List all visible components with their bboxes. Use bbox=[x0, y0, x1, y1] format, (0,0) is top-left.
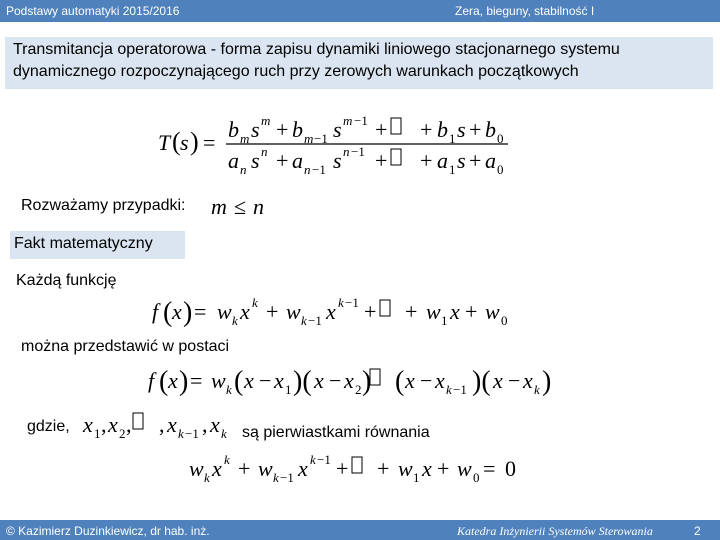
svg-text:n: n bbox=[304, 162, 311, 177]
svg-text:a: a bbox=[437, 148, 448, 173]
svg-text:)(: )( bbox=[293, 366, 312, 397]
svg-text:−: − bbox=[508, 368, 521, 393]
course-title: Podstawy automatyki 2015/2016 bbox=[6, 4, 180, 18]
svg-text:x: x bbox=[168, 368, 178, 393]
svg-text:x: x bbox=[212, 456, 222, 481]
svg-text:w: w bbox=[211, 368, 226, 393]
svg-text:w: w bbox=[398, 456, 413, 481]
svg-text:s: s bbox=[333, 117, 342, 142]
svg-text:a: a bbox=[228, 148, 239, 173]
svg-text:−: − bbox=[259, 368, 272, 393]
svg-text:+: + bbox=[336, 456, 349, 481]
svg-text:,: , bbox=[159, 412, 165, 437]
svg-text:x: x bbox=[210, 412, 220, 437]
svg-text:1: 1 bbox=[449, 162, 456, 177]
svg-text:w: w bbox=[457, 456, 472, 481]
svg-text:+: + bbox=[238, 456, 251, 481]
svg-text:1: 1 bbox=[285, 382, 292, 397]
svg-text:s: s bbox=[251, 117, 260, 142]
svg-text:=: = bbox=[194, 299, 207, 324]
svg-text:x: x bbox=[298, 456, 308, 481]
svg-text:x: x bbox=[344, 368, 354, 393]
svg-text:2: 2 bbox=[355, 382, 362, 397]
svg-text:+: + bbox=[375, 117, 388, 142]
every-function-text: Każdą funkcję bbox=[16, 272, 117, 289]
svg-text:n: n bbox=[261, 144, 268, 159]
svg-text:(: ( bbox=[163, 297, 173, 328]
svg-text:(: ( bbox=[395, 366, 405, 397]
svg-text:(: ( bbox=[159, 366, 169, 397]
roots-text: są pierwiastkami równania bbox=[242, 424, 430, 441]
svg-text:k: k bbox=[534, 382, 540, 397]
svg-text:w: w bbox=[286, 299, 301, 324]
svg-text:=: = bbox=[483, 456, 496, 481]
svg-text:2: 2 bbox=[119, 426, 126, 441]
svg-text:+: + bbox=[437, 456, 450, 481]
svg-text:+: + bbox=[420, 148, 433, 173]
svg-text:+: + bbox=[420, 117, 433, 142]
svg-text:+: + bbox=[375, 148, 388, 173]
svg-text:−1: −1 bbox=[317, 452, 331, 467]
svg-text:x: x bbox=[493, 368, 503, 393]
svg-text:,: , bbox=[101, 412, 107, 437]
svg-text:n: n bbox=[343, 144, 350, 159]
svg-text:0: 0 bbox=[505, 456, 516, 481]
svg-text:x: x bbox=[83, 412, 93, 437]
svg-text:0: 0 bbox=[501, 313, 508, 328]
svg-text:−1: −1 bbox=[312, 162, 326, 177]
svg-text:x: x bbox=[244, 368, 254, 393]
svg-text:): ) bbox=[183, 297, 193, 328]
svg-text:,: , bbox=[126, 412, 132, 437]
svg-text:n: n bbox=[240, 162, 247, 177]
svg-text:(: ( bbox=[234, 366, 244, 397]
svg-text:0: 0 bbox=[473, 470, 480, 485]
svg-text:x: x bbox=[405, 368, 415, 393]
fact-label: Fakt matematyczny bbox=[14, 235, 153, 252]
svg-text:+: + bbox=[266, 299, 279, 324]
svg-text:m: m bbox=[211, 194, 227, 219]
svg-text:+: + bbox=[465, 299, 478, 324]
svg-text:s: s bbox=[251, 148, 260, 173]
svg-text:x: x bbox=[274, 368, 284, 393]
svg-text:w: w bbox=[217, 299, 232, 324]
svg-text:k: k bbox=[310, 452, 316, 467]
svg-text:T: T bbox=[158, 130, 171, 155]
svg-text:k: k bbox=[446, 382, 452, 397]
svg-text:+: + bbox=[364, 299, 377, 324]
svg-text:x: x bbox=[108, 412, 118, 437]
svg-text:k: k bbox=[224, 452, 230, 467]
svg-text:s: s bbox=[457, 148, 466, 173]
svg-text:): ) bbox=[362, 366, 372, 397]
svg-text:x: x bbox=[326, 299, 336, 324]
svg-text:w: w bbox=[189, 456, 204, 481]
svg-text:−1: −1 bbox=[345, 295, 359, 310]
svg-text:+: + bbox=[377, 456, 390, 481]
svg-text:≤: ≤ bbox=[234, 194, 247, 219]
svg-text:,: , bbox=[202, 412, 208, 437]
svg-text:x: x bbox=[172, 299, 182, 324]
slide-topic: Zera, bieguny, stabilność I bbox=[455, 4, 595, 18]
svg-text:f: f bbox=[152, 299, 159, 324]
svg-text:k: k bbox=[178, 426, 184, 441]
where-text: gdzie, bbox=[27, 418, 70, 435]
svg-text:): ) bbox=[179, 366, 189, 397]
svg-text:n: n bbox=[253, 194, 264, 219]
svg-text:1: 1 bbox=[441, 313, 448, 328]
svg-text:−1: −1 bbox=[354, 113, 368, 128]
svg-text:+: + bbox=[276, 117, 289, 142]
svg-text:0: 0 bbox=[497, 131, 504, 146]
svg-text:0: 0 bbox=[497, 162, 504, 177]
footer-bar bbox=[0, 520, 720, 540]
svg-text:b: b bbox=[437, 117, 448, 142]
svg-text:+: + bbox=[469, 148, 482, 173]
svg-text:b: b bbox=[228, 117, 239, 142]
svg-text:(: ( bbox=[172, 127, 181, 156]
svg-text:−: − bbox=[329, 368, 342, 393]
svg-text:w: w bbox=[426, 299, 441, 324]
svg-text:a: a bbox=[292, 148, 303, 173]
svg-text:m: m bbox=[304, 131, 314, 146]
svg-text:x: x bbox=[435, 368, 445, 393]
svg-text:w: w bbox=[485, 299, 500, 324]
svg-text:s: s bbox=[457, 117, 466, 142]
svg-text:a: a bbox=[485, 148, 496, 173]
svg-text:k: k bbox=[232, 313, 238, 328]
svg-text:=: = bbox=[203, 130, 216, 155]
svg-text:−1: −1 bbox=[453, 382, 467, 397]
svg-text:−1: −1 bbox=[351, 144, 365, 159]
svg-text:−1: −1 bbox=[280, 470, 294, 485]
title-line-1: Transmitancja operatorowa - forma zapisu dynamiki liniowego stacjonarnego systemu bbox=[13, 41, 620, 58]
svg-text:m: m bbox=[240, 131, 250, 146]
svg-text:x: x bbox=[314, 368, 324, 393]
svg-text:f: f bbox=[148, 368, 155, 393]
svg-text:s: s bbox=[180, 130, 189, 155]
svg-text:=: = bbox=[190, 368, 203, 393]
svg-text:k: k bbox=[221, 426, 227, 441]
svg-text:+: + bbox=[276, 148, 289, 173]
svg-text:b: b bbox=[485, 117, 496, 142]
svg-text:1: 1 bbox=[449, 131, 456, 146]
svg-text:k: k bbox=[273, 470, 279, 485]
footer-department: Katedra Inżynierii Systemów Sterowania bbox=[457, 524, 653, 538]
svg-text:1: 1 bbox=[94, 426, 101, 441]
svg-text:k: k bbox=[338, 295, 344, 310]
svg-text:k: k bbox=[226, 382, 232, 397]
svg-text:)(: )( bbox=[472, 366, 491, 397]
svg-text:+: + bbox=[405, 299, 418, 324]
svg-text:m: m bbox=[343, 113, 353, 128]
svg-text:−1: −1 bbox=[185, 426, 199, 441]
svg-text:): ) bbox=[190, 127, 199, 156]
svg-text:x: x bbox=[523, 368, 533, 393]
cases-label: Rozważamy przypadki: bbox=[21, 197, 186, 214]
svg-text:1: 1 bbox=[413, 470, 420, 485]
svg-text:s: s bbox=[333, 148, 342, 173]
svg-text:+: + bbox=[469, 117, 482, 142]
title-line-2: dynamicznego rozpoczynającego ruch przy zerowych warunkach początkowych bbox=[13, 63, 579, 80]
svg-text:−: − bbox=[420, 368, 433, 393]
svg-text:): ) bbox=[542, 366, 552, 397]
svg-text:x: x bbox=[422, 456, 432, 481]
svg-text:−1: −1 bbox=[308, 313, 322, 328]
svg-text:b: b bbox=[292, 117, 303, 142]
svg-text:−1: −1 bbox=[314, 131, 328, 146]
footer-author: © Kazimierz Duzinkiewicz, dr hab. inż. bbox=[6, 524, 210, 538]
svg-text:k: k bbox=[204, 470, 210, 485]
svg-text:k: k bbox=[301, 313, 307, 328]
svg-text:w: w bbox=[258, 456, 273, 481]
page-number: 2 bbox=[694, 524, 701, 538]
svg-text:m: m bbox=[261, 113, 271, 128]
svg-text:k: k bbox=[252, 295, 258, 310]
svg-text:x: x bbox=[167, 412, 177, 437]
svg-text:x: x bbox=[450, 299, 460, 324]
svg-text:x: x bbox=[240, 299, 250, 324]
can-be-written-text: można przedstawić w postaci bbox=[21, 338, 230, 355]
